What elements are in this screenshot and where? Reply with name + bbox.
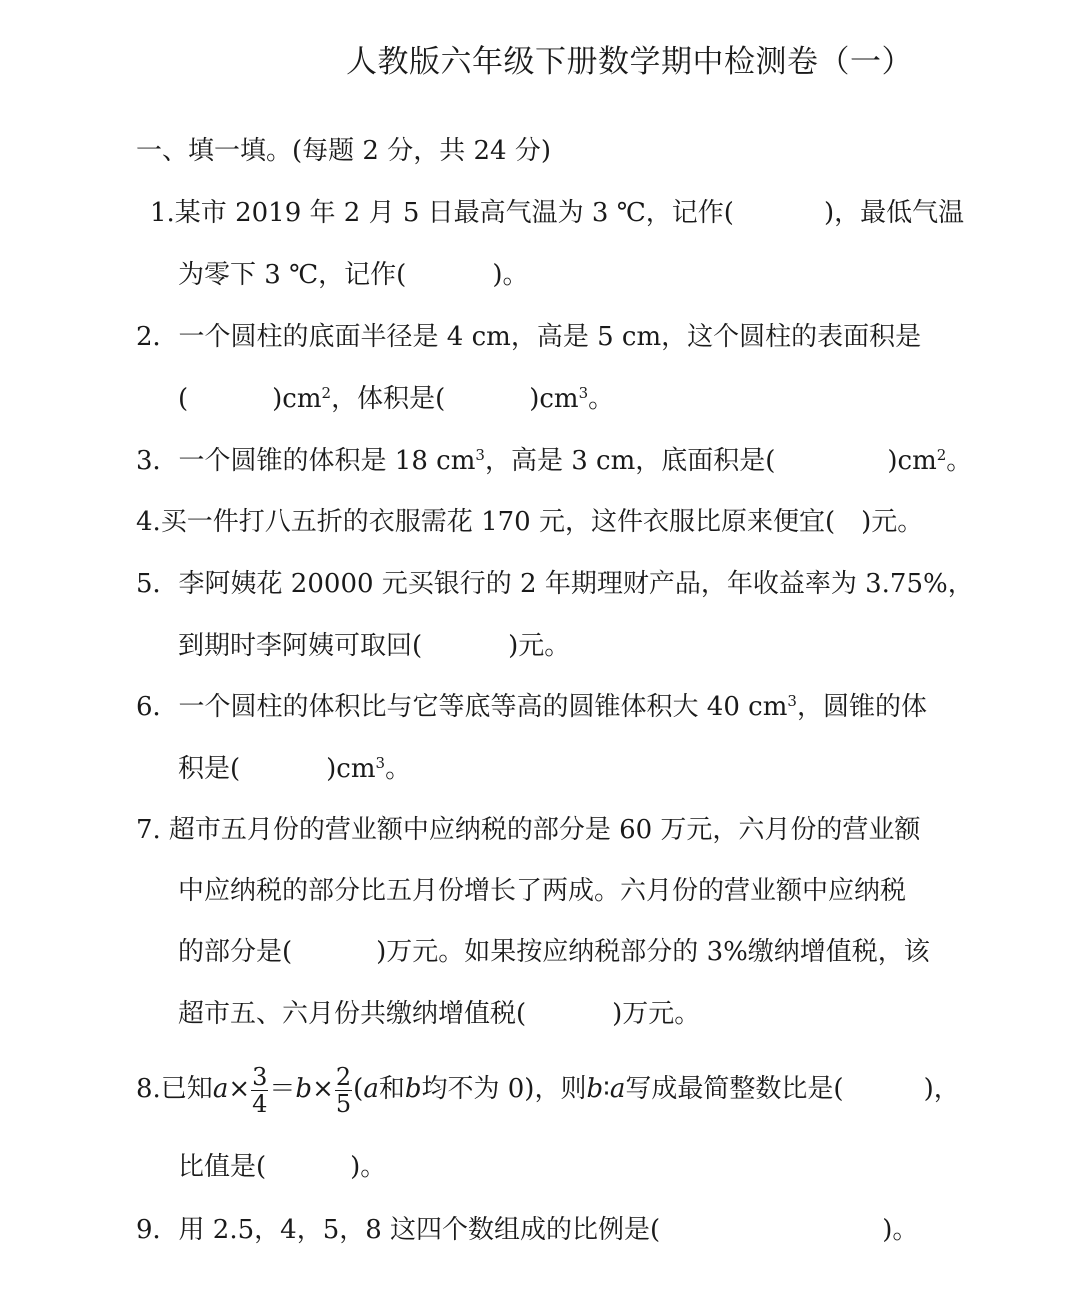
var-b: b <box>586 1074 604 1104</box>
fraction-denominator: 4 <box>252 1089 268 1118</box>
q7-text-l4b: )万元。 <box>612 999 701 1029</box>
q3-text-d: 。 <box>946 446 973 476</box>
q2-text-c: )cm <box>272 384 322 414</box>
superscript: 3 <box>375 754 386 772</box>
page-title: 人教版六年级下册数学期中检测卷（一） <box>346 44 913 80</box>
question-8-line-2 <box>178 1147 386 1187</box>
q6-text-a: 一个圆柱的体积比与它等底等高的圆锥体积大 40 cm <box>178 692 788 722</box>
times-sign: × <box>312 1074 334 1104</box>
fraction-numerator: 2 <box>335 1062 352 1091</box>
times-sign: × <box>228 1074 251 1104</box>
q2-text-e: )cm <box>529 384 579 414</box>
question-7-line-1 <box>136 810 920 850</box>
q2-text-d: ，体积是( <box>331 384 446 414</box>
superscript: 3 <box>787 692 797 710</box>
question-number: 2． <box>136 322 179 352</box>
question-9 <box>136 1210 918 1250</box>
fraction-numerator: 3 <box>252 1062 268 1091</box>
q4-text-b: )元。 <box>861 507 924 537</box>
q8-text-e: 写成最简整数比是( <box>625 1074 844 1104</box>
superscript: 2 <box>321 384 332 402</box>
superscript: 2 <box>936 446 947 464</box>
question-number: 9． <box>136 1215 179 1245</box>
q6-text-b: ，圆锥的体 <box>796 692 927 722</box>
question-number: 5． <box>136 569 179 599</box>
q5-text-a: 李阿姨花 20000 元买银行的 2 年期理财产品，年收益率为 3.75%， <box>178 569 974 599</box>
q1-text-b: )，最低气温 <box>823 198 965 228</box>
var-a: a <box>363 1074 379 1104</box>
q1-text-a: 1.某市 2019 年 2 月 5 日最高气温为 3 ℃，记作( <box>150 198 734 228</box>
var-a: a <box>609 1074 626 1104</box>
question-2-line-2 <box>178 379 614 419</box>
equals-sign: ＝ <box>269 1074 296 1104</box>
q7-text-l2: 中应纳税的部分比五月份增长了两成。六月份的营业额中应纳税 <box>178 876 907 906</box>
q2-text-a: 一个圆柱的底面半径是 4 cm，高是 5 cm，这个圆柱的表面积是 <box>178 322 922 352</box>
question-1-line-1 <box>150 193 964 233</box>
question-8-line-1 <box>136 1060 960 1118</box>
q8-text-c: 和 <box>378 1074 405 1104</box>
question-3 <box>136 441 972 481</box>
question-7-line-2 <box>178 871 906 911</box>
q6-text-d: )cm <box>326 754 376 784</box>
q6-text-c: 积是( <box>178 754 241 784</box>
question-7-line-4 <box>178 994 700 1034</box>
var-b: b <box>404 1074 422 1104</box>
question-6-line-1 <box>136 687 927 727</box>
question-2-line-1 <box>136 317 921 357</box>
q9-text-a: 用 2.5，4，5，8 这四个数组成的比例是( <box>178 1215 661 1245</box>
q8-text-a: 8.已知 <box>136 1074 213 1104</box>
q4-text-a: 4.买一件打八五折的衣服需花 170 元，这件衣服比原来便宜( <box>136 507 836 537</box>
question-4 <box>136 502 923 542</box>
fraction-2-5 <box>335 1064 352 1117</box>
q1-text-c: 为零下 3 ℃，记作( <box>178 260 407 290</box>
fraction-3-4 <box>251 1064 268 1117</box>
q1-text-d: )。 <box>492 260 529 290</box>
q6-text-e: 。 <box>385 754 412 784</box>
question-5-line-2 <box>178 626 570 666</box>
q5-text-b: 到期时李阿姨可取回( <box>178 631 423 661</box>
q7-text-l1: 超市五月份的营业额中应纳税的部分是 60 万元，六月份的营业额 <box>168 815 921 845</box>
superscript: 3 <box>475 446 485 464</box>
q5-text-c: )元。 <box>508 631 571 661</box>
q2-text-f: 。 <box>588 384 615 414</box>
q8-text-b: ( <box>353 1074 364 1104</box>
q3-text-a: 一个圆锥的体积是 18 cm <box>178 446 476 476</box>
q3-text-b: ，高是 3 cm，底面积是( <box>484 446 776 476</box>
q3-text-c: )cm <box>887 446 937 476</box>
question-5-line-1 <box>136 564 974 604</box>
question-1-line-2 <box>178 255 528 295</box>
question-7-line-3 <box>178 932 930 972</box>
question-number: 6． <box>136 692 179 722</box>
q8-text-g: 比值是( <box>178 1152 267 1182</box>
var-a: a <box>212 1074 229 1104</box>
var-b: b <box>295 1074 313 1104</box>
section-heading: 一、填一填。(每题 2 分，共 24 分) <box>136 136 551 166</box>
q8-text-h: )。 <box>350 1152 387 1182</box>
q7-text-l3b: )万元。如果按应纳税部分的 3%缴纳增值税，该 <box>376 937 930 967</box>
q7-text-l3a: 的部分是( <box>178 937 293 967</box>
q8-text-d: 均不为 0)，则 <box>421 1074 587 1104</box>
q8-text-f: )， <box>923 1074 960 1104</box>
question-6-line-2 <box>178 749 411 789</box>
superscript: 3 <box>578 384 589 402</box>
question-number: 3． <box>136 446 179 476</box>
q7-text-l4a: 超市五、六月份共缴纳增值税( <box>178 999 527 1029</box>
question-number: 7. <box>136 815 161 845</box>
q2-text-b: ( <box>178 384 189 414</box>
fraction-denominator: 5 <box>335 1089 352 1118</box>
q9-text-b: )。 <box>882 1215 919 1245</box>
ratio-sign: ∶ <box>603 1074 610 1104</box>
